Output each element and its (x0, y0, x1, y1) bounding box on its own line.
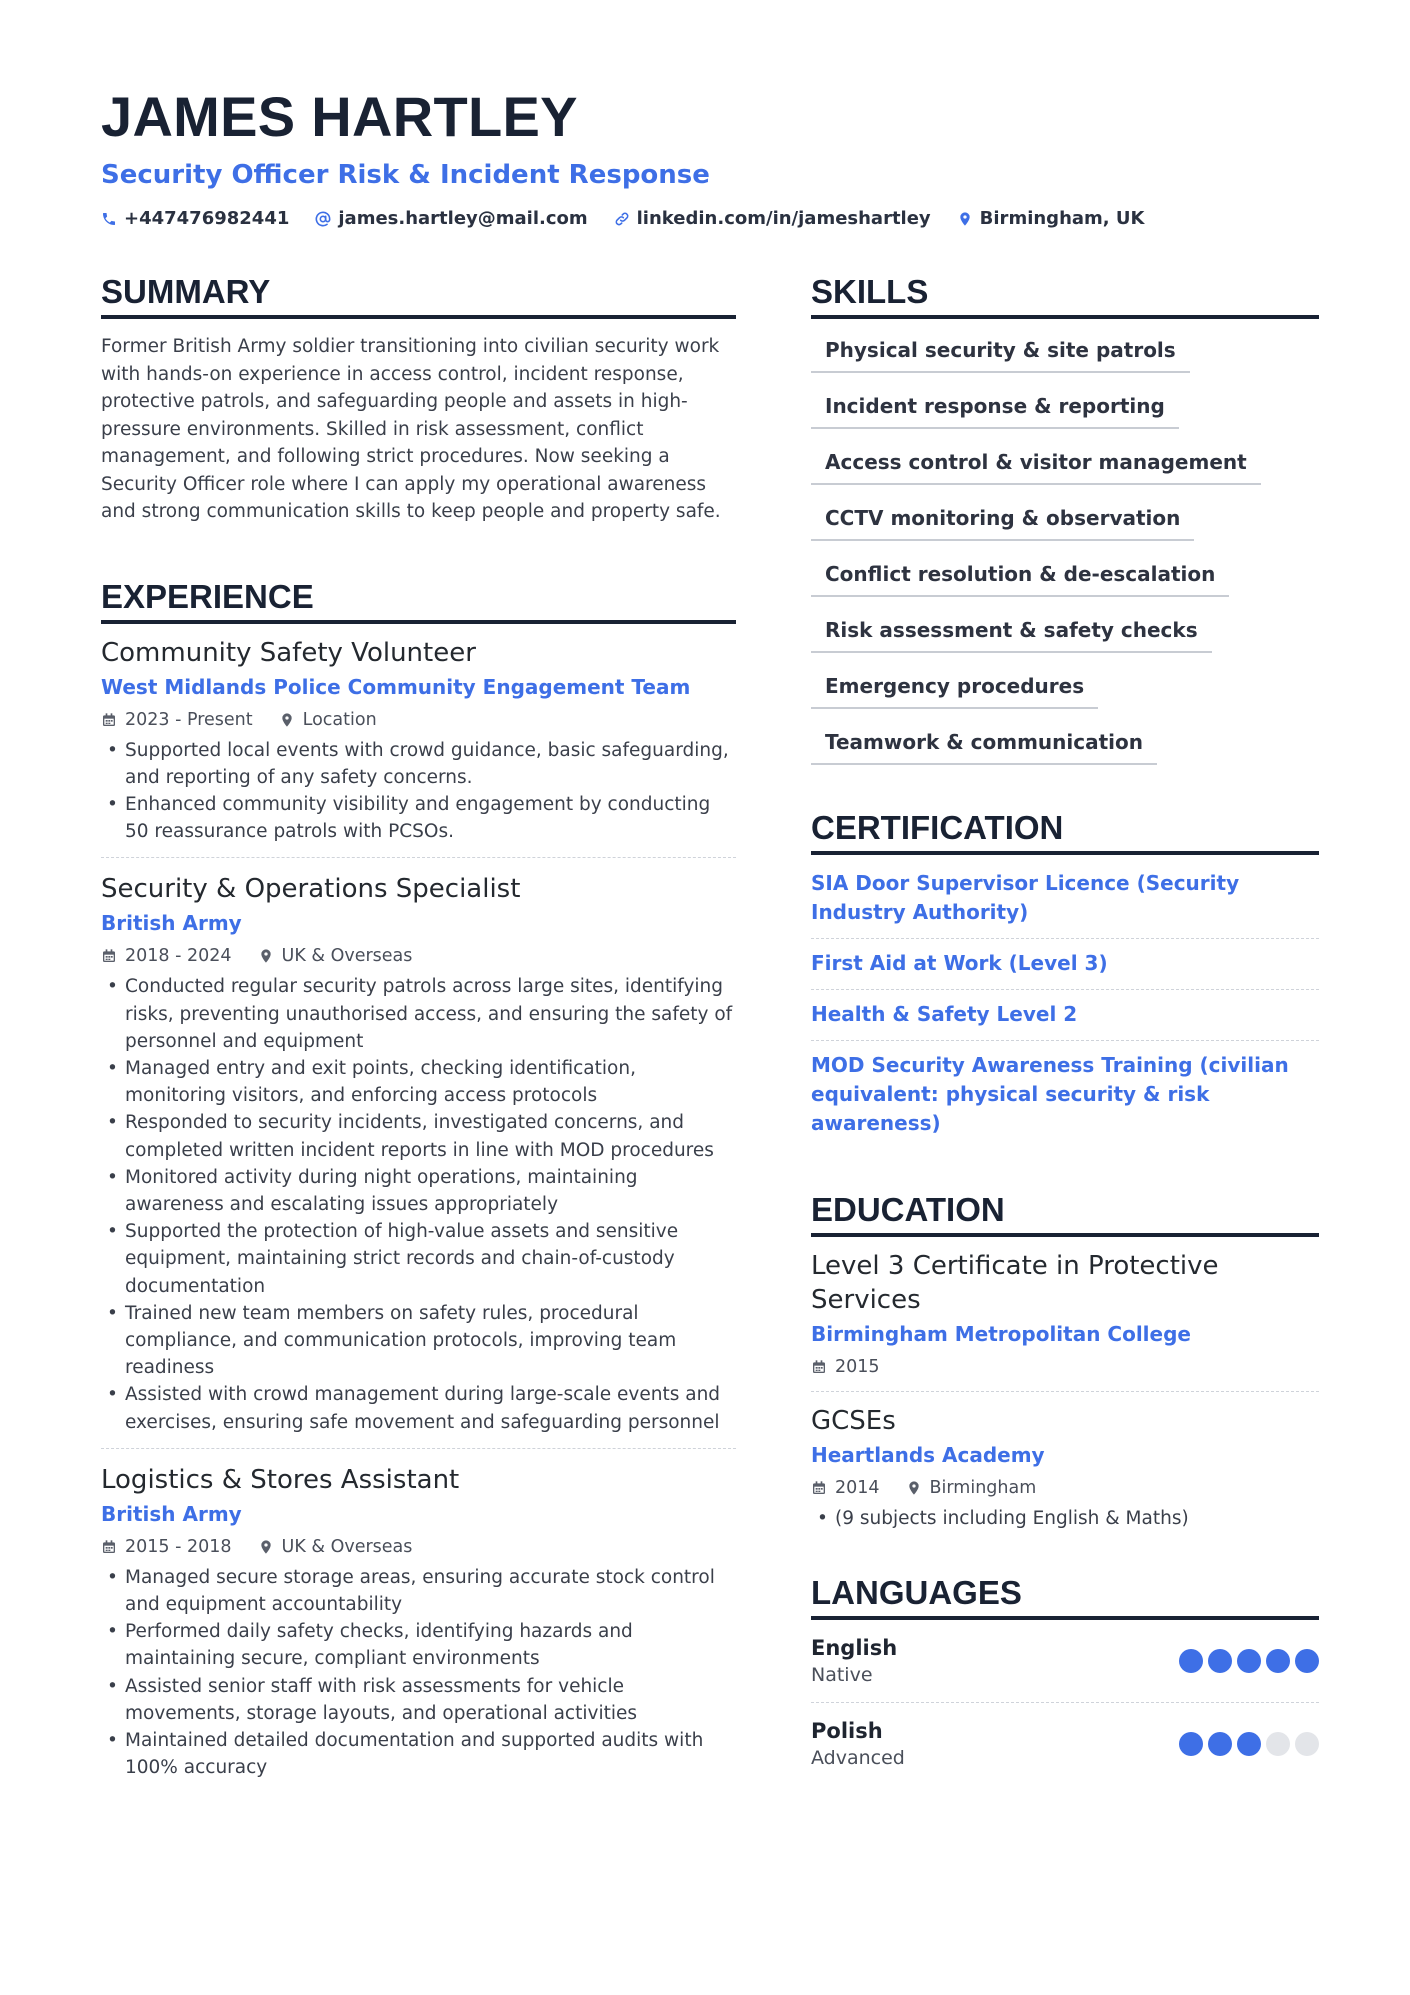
rating-dot-filled (1237, 1732, 1261, 1756)
job-company: West Midlands Police Community Engagement Team (101, 674, 691, 699)
bullet: • Enhanced community visibility and engagement by conducting 50 reassurance patrols with PCSOs. (101, 791, 736, 845)
certification-heading: CERTIFICATION (811, 807, 1319, 855)
language-entry (811, 1702, 1319, 1785)
candidate-name: JAMES HARTLEY (101, 85, 578, 148)
skill-tag: Risk assessment & safety checks (811, 611, 1212, 653)
experience-heading: EXPERIENCE (101, 576, 736, 624)
job-location-text: UK & Overseas (281, 1536, 413, 1557)
bullet: • Monitored activity during night operations, maintaining awareness and escalating issues appropriately (101, 1164, 736, 1218)
skill-tag: Incident response & reporting (811, 387, 1179, 429)
certification-item: First Aid at Work (Level 3) (811, 939, 1319, 990)
rating-dot-filled (1208, 1732, 1232, 1756)
calendar-icon (101, 948, 117, 964)
summary-text: Former British Army soldier transitioning into civilian security work with hands-on experience in access control, incident response, protective patrols, and safeguarding people and assets in high-pressure environments. Skilled in risk assessment, conflict management, and following strict procedures. Now seeking a Security Officer role where I can apply my operational awareness and strong communication skills to keep people and property safe. (101, 336, 721, 522)
rating-dot-filled (1179, 1732, 1203, 1756)
languages-section (811, 1572, 1319, 1785)
skills-list (811, 331, 1319, 765)
job-bullets (101, 737, 736, 846)
job-meta (101, 708, 736, 732)
map-pin-icon (279, 712, 295, 728)
language-rating (1179, 1732, 1319, 1756)
bullet: • Assisted senior staff with risk assessments for vehicle movements, storage layouts, and operational activities (101, 1673, 736, 1727)
linkedin-text: linkedin.com/in/jameshartley (636, 208, 931, 229)
language-name: Polish (811, 1719, 883, 1744)
languages-heading: LANGUAGES (811, 1572, 1319, 1620)
education-heading: EDUCATION (811, 1189, 1319, 1237)
job-dates (101, 944, 232, 968)
calendar-icon (101, 1539, 117, 1555)
experience-section (101, 576, 736, 1794)
skill-tag: Conflict resolution & de-escalation (811, 555, 1229, 597)
location-text: Birmingham, UK (979, 208, 1145, 229)
at-sign-icon (315, 211, 331, 227)
map-pin-icon (258, 1539, 274, 1555)
language-name: English (811, 1636, 898, 1661)
job-location (258, 1535, 413, 1559)
education-location (906, 1476, 1037, 1500)
calendar-icon (811, 1480, 827, 1496)
bullet: • Responded to security incidents, investigated concerns, and completed written incident reports in line with MOD procedures (101, 1109, 736, 1163)
language-rating (1179, 1649, 1319, 1673)
phone-text: +447476982441 (124, 208, 290, 229)
education-list (811, 1237, 1319, 1544)
skills-section (811, 271, 1319, 765)
certification-item: Health & Safety Level 2 (811, 990, 1319, 1041)
contact-row (101, 206, 1321, 232)
language-level: Advanced (811, 1747, 905, 1770)
bullet: • Maintained detailed documentation and supported audits with 100% accuracy (101, 1727, 736, 1781)
education-entry (811, 1391, 1319, 1544)
contact-linkedin[interactable] (614, 206, 931, 232)
skill-tag: Physical security & site patrols (811, 331, 1190, 373)
job-company: British Army (101, 1501, 242, 1526)
link-icon (614, 211, 630, 227)
job-company: British Army (101, 911, 242, 936)
job-location-text: Location (302, 709, 377, 730)
job-dates-text: 2015 - 2018 (125, 1536, 232, 1557)
left-column (101, 271, 736, 1793)
education-bullets (811, 1505, 1319, 1532)
job-location-text: UK & Overseas (281, 946, 413, 967)
education-year (811, 1476, 880, 1500)
languages-list (811, 1620, 1319, 1785)
job-entry (101, 857, 736, 1447)
calendar-icon (101, 712, 117, 728)
school-name: Heartlands Academy (811, 1443, 1045, 1467)
job-dates (101, 1535, 232, 1559)
job-bullets (101, 1564, 736, 1782)
map-pin-icon (957, 211, 973, 227)
summary-heading: SUMMARY (101, 271, 736, 319)
bullet: • Assisted with crowd management during large-scale events and exercises, ensuring safe movement and safeguarding personnel (101, 1381, 736, 1435)
job-title: Community Safety Volunteer (101, 637, 476, 668)
education-year-text: 2014 (835, 1478, 880, 1498)
certification-item: MOD Security Awareness Training (civilian equivalent: physical security & risk awareness) (811, 1053, 1289, 1135)
rating-dot-filled (1237, 1649, 1261, 1673)
map-pin-icon (258, 948, 274, 964)
rating-dot-empty (1295, 1732, 1319, 1756)
job-location (258, 944, 413, 968)
job-location (279, 708, 377, 732)
summary-section (101, 271, 736, 526)
phone-icon (101, 211, 117, 227)
education-meta (811, 1476, 1319, 1500)
job-entry (101, 1448, 736, 1794)
certification-list (811, 859, 1319, 1149)
job-meta (101, 944, 736, 968)
job-meta (101, 1535, 736, 1559)
rating-dot-filled (1295, 1649, 1319, 1673)
contact-email[interactable] (315, 206, 587, 232)
bullet: • Managed entry and exit points, checking identification, monitoring visitors, and enforcing access protocols (101, 1055, 736, 1109)
education-entry (811, 1237, 1319, 1391)
certification-section (811, 807, 1319, 1149)
contact-phone[interactable] (101, 206, 289, 232)
skill-tag: CCTV monitoring & observation (811, 499, 1194, 541)
map-pin-icon (906, 1480, 922, 1496)
skill-tag: Access control & visitor management (811, 443, 1261, 485)
skill-tag: Teamwork & communication (811, 723, 1157, 765)
certification-item: SIA Door Supervisor Licence (Security Industry Authority) (811, 859, 1319, 939)
bullet: • Conducted regular security patrols across large sites, identifying risks, preventing unauthorised access, and ensuring the safety of personnel and equipment (101, 973, 736, 1055)
right-column (811, 271, 1319, 1785)
education-year-text: 2015 (835, 1357, 880, 1377)
bullet: • Performed daily safety checks, identifying hazards and maintaining secure, compliant environments (101, 1618, 736, 1672)
language-entry (811, 1620, 1319, 1702)
bullet: • (9 subjects including English & Maths) (811, 1505, 1319, 1532)
headline: Security Officer Risk & Incident Response (101, 160, 710, 190)
job-dates (101, 708, 253, 732)
education-location-text: Birmingham (929, 1478, 1037, 1498)
degree-title: Level 3 Certificate in Protective Services (811, 1251, 1219, 1315)
skills-heading: SKILLS (811, 271, 1319, 319)
bullet: • Supported the protection of high-value assets and sensitive equipment, maintaining strict records and chain-of-custody documentation (101, 1218, 736, 1300)
job-entry (101, 636, 736, 858)
language-level: Native (811, 1664, 873, 1687)
bullet: • Supported local events with crowd guidance, basic safeguarding, and reporting of any safety concerns. (101, 737, 736, 791)
school-name: Birmingham Metropolitan College (811, 1322, 1191, 1346)
job-bullets (101, 973, 736, 1435)
job-title: Security & Operations Specialist (101, 874, 521, 905)
skill-tag: Emergency procedures (811, 667, 1098, 709)
education-section (811, 1189, 1319, 1544)
resume-header (101, 84, 1321, 232)
job-title: Logistics & Stores Assistant (101, 1464, 460, 1495)
email-text: james.hartley@mail.com (338, 208, 588, 229)
degree-title: GCSEs (811, 1406, 896, 1436)
bullet: • Trained new team members on safety rules, procedural compliance, and communication protocols, improving team readiness (101, 1300, 736, 1382)
job-dates-text: 2018 - 2024 (125, 946, 232, 967)
rating-dot-empty (1266, 1732, 1290, 1756)
rating-dot-filled (1179, 1649, 1203, 1673)
bullet: • Managed secure storage areas, ensuring accurate stock control and equipment accountability (101, 1564, 736, 1618)
rating-dot-filled (1266, 1649, 1290, 1673)
job-dates-text: 2023 - Present (125, 709, 253, 730)
calendar-icon (811, 1359, 827, 1375)
education-year (811, 1355, 880, 1379)
rating-dot-filled (1208, 1649, 1232, 1673)
education-meta (811, 1355, 1319, 1379)
contact-location (957, 206, 1145, 232)
